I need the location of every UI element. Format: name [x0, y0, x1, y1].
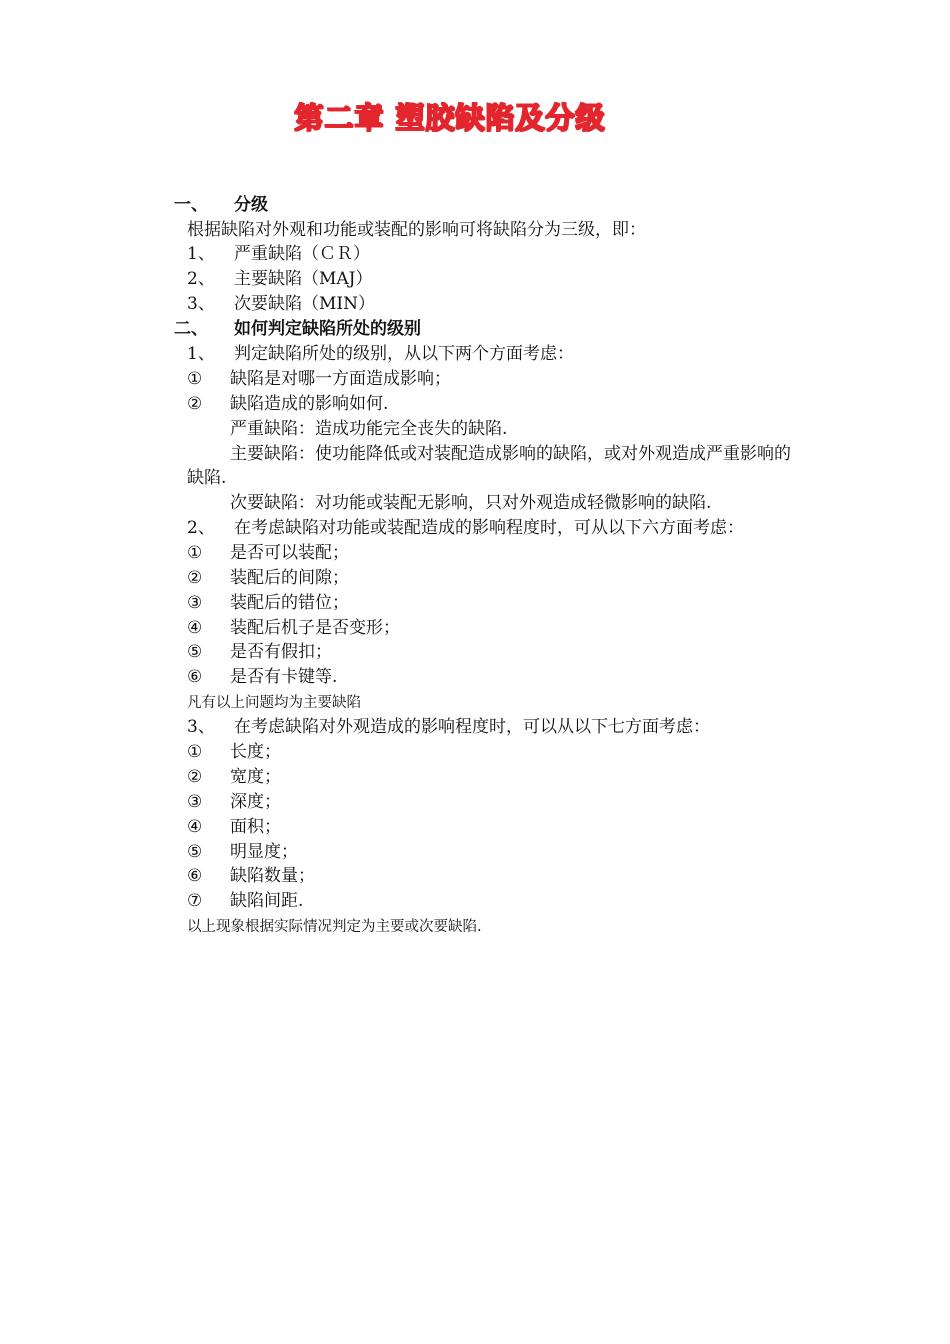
list-marker: ④ [187, 618, 203, 638]
grade-critical: 严重缺陷（ＣＲ） [234, 244, 370, 264]
list-item: 宽度； [230, 767, 281, 787]
list-item: 是否有卡键等. [230, 667, 338, 687]
list-item: 缺陷造成的影响如何. [230, 394, 389, 414]
list-marker: ④ [187, 817, 203, 837]
list-marker: ② [187, 568, 203, 588]
list-item: 缺陷间距. [230, 891, 304, 911]
point-1-text: 判定缺陷所处的级别，从以下两个方面考虑： [234, 344, 574, 364]
list-item: 是否有假扣； [230, 642, 332, 662]
list-marker: ⑦ [187, 891, 203, 911]
note-major: 凡有以上问题均为主要缺陷 [187, 695, 361, 711]
grade-minor: 次要缺陷（MIN） [234, 294, 375, 314]
section-2-number: 二、 [174, 319, 208, 339]
point-3-number: 3、 [187, 717, 215, 737]
grade-major: 主要缺陷（MAJ） [234, 269, 373, 289]
list-marker: ① [187, 369, 203, 389]
list-item: 长度； [230, 742, 281, 762]
point-2-number: 2、 [187, 518, 215, 538]
grade-number: 2、 [187, 269, 215, 289]
list-marker: ② [187, 394, 203, 414]
definition-major-continued: 缺陷. [187, 468, 227, 488]
point-3-text: 在考虑缺陷对外观造成的影响程度时，可以从以下七方面考虑： [234, 717, 710, 737]
list-item: 装配后的间隙； [230, 568, 349, 588]
list-marker: ⑥ [187, 667, 203, 687]
list-marker: ⑤ [187, 842, 203, 862]
list-marker: ③ [187, 792, 203, 812]
list-marker: ① [187, 742, 203, 762]
note-judgement: 以上现象根据实际情况判定为主要或次要缺陷. [187, 919, 482, 935]
point-1-number: 1、 [187, 344, 215, 364]
list-item: 明显度； [230, 842, 298, 862]
list-item: 是否可以装配； [230, 543, 349, 563]
list-marker: ⑥ [187, 866, 203, 886]
list-item: 缺陷是对哪一方面造成影响； [230, 369, 451, 389]
list-marker: ② [187, 767, 203, 787]
list-marker: ⑤ [187, 642, 203, 662]
list-marker: ① [187, 543, 203, 563]
list-item: 缺陷数量； [230, 866, 315, 886]
definition-critical: 严重缺陷：造成功能完全丧失的缺陷. [230, 419, 508, 439]
list-item: 面积； [230, 817, 281, 837]
definition-major: 主要缺陷：使功能降低或对装配造成影响的缺陷，或对外观造成严重影响的 [230, 444, 791, 464]
list-item: 装配后机子是否变形； [230, 618, 400, 638]
intro-paragraph: 根据缺陷对外观和功能或装配的影响可将缺陷分为三级，即： [187, 220, 646, 240]
section-1-number: 一、 [174, 195, 208, 215]
list-marker: ③ [187, 593, 203, 613]
definition-minor: 次要缺陷：对功能或装配无影响，只对外观造成轻微影响的缺陷. [230, 493, 712, 513]
grade-number: 1、 [187, 244, 215, 264]
section-1-heading: 分级 [234, 195, 268, 215]
point-2-text: 在考虑缺陷对功能或装配造成的影响程度时，可从以下六方面考虑： [234, 518, 744, 538]
list-item: 装配后的错位； [230, 593, 349, 613]
section-2-heading: 如何判定缺陷所处的级别 [234, 319, 421, 339]
grade-number: 3、 [187, 294, 215, 314]
chapter-title: 第二章 塑胶缺陷及分级 [294, 101, 606, 135]
list-item: 深度； [230, 792, 281, 812]
